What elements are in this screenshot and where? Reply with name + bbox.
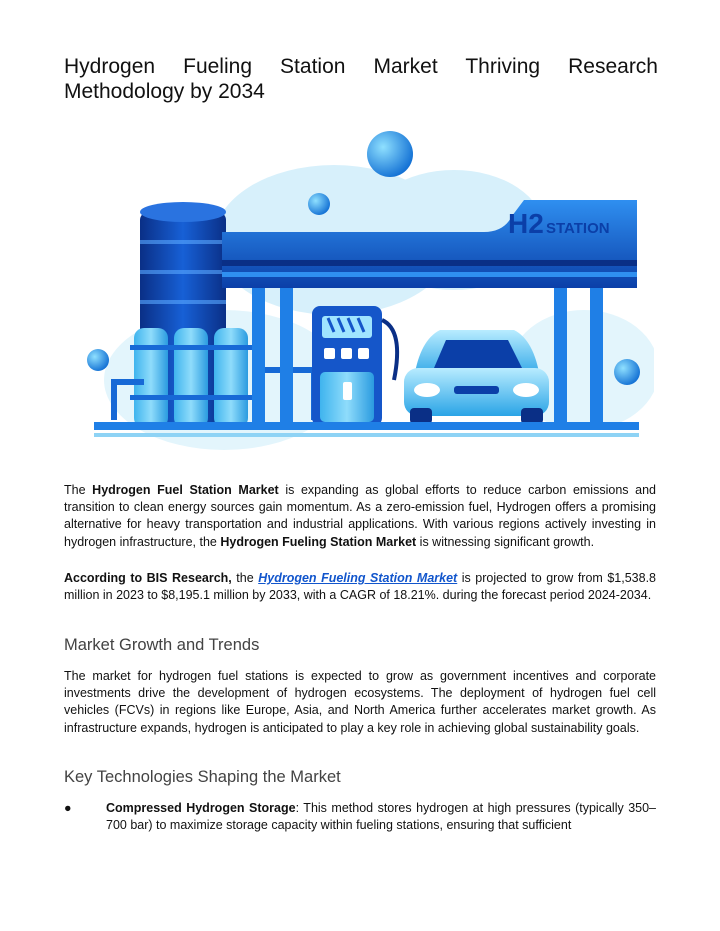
decor-sphere-small <box>308 193 330 215</box>
fuel-dispenser <box>312 306 397 426</box>
section-heading-growth: Market Growth and Trends <box>64 636 260 654</box>
decor-sphere <box>367 131 413 177</box>
canopy-column <box>280 288 293 426</box>
canopy-column <box>590 288 603 426</box>
bullet-marker: ● <box>64 801 72 815</box>
gas-cylinders <box>130 328 254 428</box>
forecast-paragraph: According to BIS Research, the Hydrogen Fueling Station Market is projected to grow from $1,538.8 million in 2023 to $8,195.1 million by 2033, with a CAGR of 18.21%. during the forecast period 2024-2034. <box>64 571 657 603</box>
growth-paragraph: The market for hydrogen fuel stations is expected to grow as government incentives and corporate investments drive the development of hydrogen ecosystems. The deployment of hydrogen fuel cell vehicles (FCVs) in regions like Europe, Asia, and North America further accelerates market growth. As infrastructure expands, hydrogen is anticipated to play a key role in achieving global sustainability goals. <box>64 669 656 735</box>
canopy-column <box>554 288 567 426</box>
sign-station-text: STATION <box>546 220 610 237</box>
list-item: ● Compressed Hydrogen Storage: This method stores hydrogen at high pressures (typically 350–700 bar) to maximize storage capacity within fueling stations, ensuring that sufficient <box>64 801 657 833</box>
h2-station-illustration <box>84 120 654 450</box>
technology-list <box>64 800 656 834</box>
ground-line-light <box>94 433 639 437</box>
section-heading-technologies: Key Technologies Shaping the Market <box>64 768 341 786</box>
decor-sphere-left <box>87 349 109 371</box>
page-title: Hydrogen Fueling Station Market Thriving Research Methodology by 2034 <box>64 55 658 103</box>
fcv-car <box>404 330 549 424</box>
decor-sphere-right <box>614 359 640 385</box>
intro-paragraph: The Hydrogen Fuel Station Market is expanding as global efforts to reduce carbon emissions and transition to clean energy sources gain momentum. As a zero-emission fuel, Hydrogen offers a promising alternative for heavy transportation and industrial applications. With various regions actively investing in hydrogen infrastructure, the Hydrogen Fueling Station Market is witnessing significant growth. <box>64 483 656 549</box>
ground-line <box>94 422 639 430</box>
market-report-link[interactable]: Hydrogen Fueling Station Market <box>258 571 458 585</box>
canopy-column <box>252 288 265 426</box>
sign-h2-text: H2 <box>508 208 544 239</box>
